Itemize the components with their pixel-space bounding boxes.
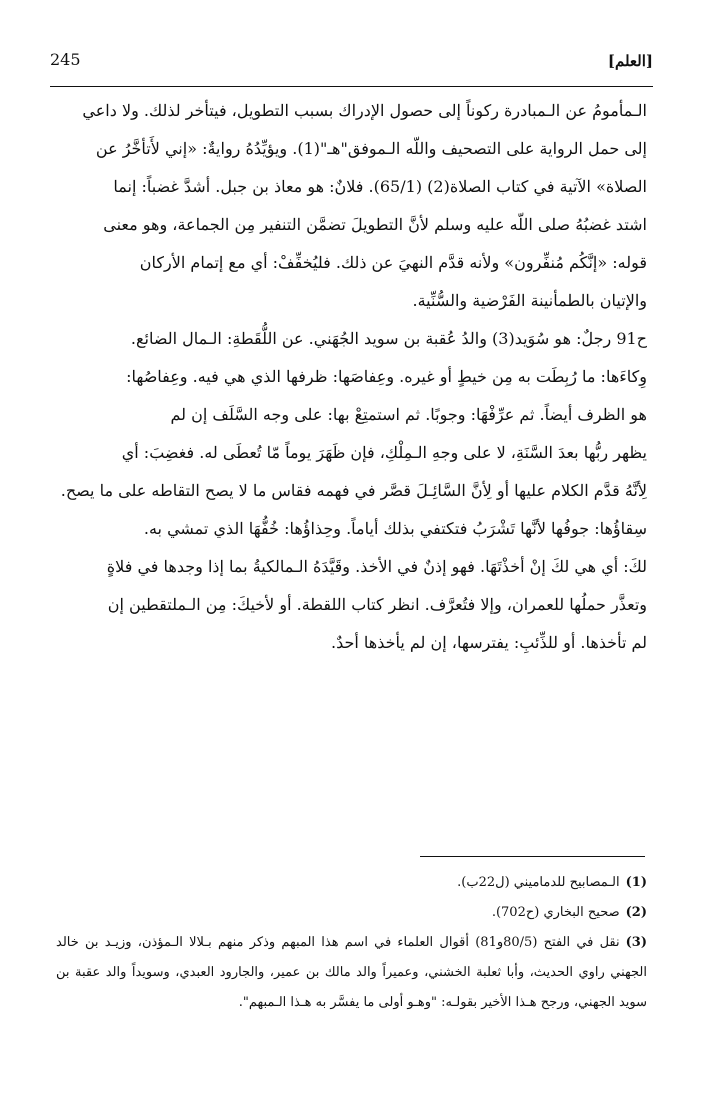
page-number: 245	[50, 50, 81, 69]
footnote	[56, 898, 647, 928]
footnote-number: (1)	[625, 875, 647, 890]
text-line: لم تأخذها. أو للذِّئبِ: يفترسها، إن لم يأخذها أحدٌ.	[330, 633, 647, 652]
main-text	[56, 92, 647, 662]
footnote-number: (3)	[625, 935, 647, 950]
text-line: يظهر ربُّها بعدَ السَّنَةِ، لا على وجهِ الـمِلْكِ، فإن ظَهَرَ يوماً مّا تُعطَى له. فغضِبَ: أي	[121, 443, 647, 462]
text-line: لِأنَّهُ قدَّم الكلام عليها أو لِأنَّ السَّائِـلَ قصَّر في فهمه فقاس ما لا يصح التقاطه على ما يصح.	[60, 481, 647, 500]
footnote-text: صحيح البخاري (ح702).	[491, 905, 620, 920]
text-line: إلى حمل الرواية على التصحيف واللّه الـموفق"هـ"(1). ويؤيِّدُهُ روايةٌ: «إني لأَتأخَّرُ عن	[95, 139, 647, 158]
header-rule	[50, 86, 653, 87]
footnote-text: نقل في الفتح (80/5و81) أقوال العلماء في اسم هذا المبهم وذكر منهم بـلالا الـمؤذن، وزيـد بن خالد الجهني راوي الحديث، وأبا ثعلبة الخشني، وعميراً والد مالك بن عمير، والجارود العبدي، وسويداً والد عقبة بن سويد الجهني، ورجح هـذا الأخير بقولـه: "وهـو أولى ما يفسَّر به هـذا الـمبهم".	[56, 935, 647, 1010]
text-line: قوله: «إنَّكُم مُنفِّرون» ولأنه قدَّم النهيَ عن ذلك. فليُخفِّفْ: أي مع إتمام الأركان	[139, 253, 647, 272]
footnote	[56, 868, 647, 898]
text-line: وِكاءَها: ما رُبِطَت به مِن خيطٍ أو غيره. وعِفاصَها: ظرفها الذي هي فيه. وعِفاصُها:	[126, 367, 647, 386]
footnote	[56, 928, 647, 1018]
text-line: اشتد غضبُهُ صلى اللّه عليه وسلم لأنَّ التطويلَ تضمَّن التنفير مِن الجماعة، وهو معنى	[103, 215, 647, 234]
text-line: ح91 رجلٌ: هو سُوَيد(3) والدُ عُقبة بن سويد الجُهَني. عن اللُّقَطةِ: الـمال الضائع.	[130, 329, 647, 348]
footnotes	[56, 868, 647, 1018]
text-line: الـمأمومُ عن الـمبادرة ركوناً إلى حصول الإدراك بسبب التطويل، فيتأخر لذلك. ولا داعي	[82, 101, 647, 120]
page-header	[50, 50, 653, 80]
section-title: [العلم]	[607, 52, 653, 70]
footnote-number: (2)	[625, 905, 647, 920]
text-line: هو الظرف أيضاً. ثم عرِّفْهَا: وجوبًا. ثم استمتِعْ بها: على وجه السَّلَف إن لم	[170, 405, 647, 424]
footnote-text: الـمصابيح للدماميني (ل22ب).	[457, 875, 620, 890]
text-line: سِقاؤُها: جوفُها لأنَّها تَشْرَبُ فتكتفي بذلك أياماً. وحِذاؤُها: خُفُّهَا الذي تمشي به.	[143, 519, 647, 538]
footnote-rule	[420, 856, 645, 857]
text-line: الصلاة» الآتية في كتاب الصلاة(2) (65/1). فلانٌ: هو معاذ بن جبل. أشدَّ غضباً: إنما	[113, 177, 647, 196]
text-line: وتعذَّر حملُها للعمران، وإلا فتُعرَّف. انظر كتاب اللقطة. أو لأخيكَ: مِن الـملتقطين إن	[107, 595, 647, 614]
text-line: لكَ: أي هي لكَ إنْ أخذْتَهَا. فهو إذنٌ في الأخذ. وقَيَّدَهُ الـمالكيةُ بما إذا وجدها في فلاةٍ	[106, 557, 647, 576]
text-line: والإتيان بالطمأنينة الفَرْضية والسُّنِّية.	[412, 291, 647, 310]
